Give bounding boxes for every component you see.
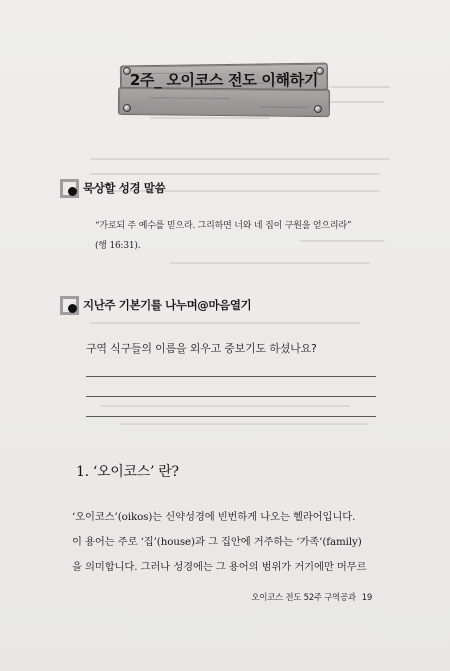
footer-book-title: 오이코스 전도 52주 구역공과	[251, 593, 356, 603]
section-label: 지난주 기본기를 나누며@마음열기	[83, 298, 252, 312]
answer-line	[86, 376, 376, 377]
body-text-line: ‘오이코스’(oikos)는 신약성경에 빈번하게 나오는 헬라어입니다.	[72, 511, 356, 523]
page-number: 19	[361, 593, 372, 603]
show-through-text	[170, 262, 370, 264]
show-through-text	[90, 158, 390, 160]
body-text-line: 이 용어는 주로 ‘집’(house)과 그 집안에 거주하는 ‘가족’(family)	[72, 536, 362, 548]
show-through-text	[120, 423, 370, 425]
body-text-line: 을 의미합니다. 그러나 성경에는 그 용어의 범위가 거기에만 머무르	[72, 561, 367, 573]
chapter-heading: 1. ‘오이코스’ 란?	[76, 464, 179, 480]
banner-plank-bottom	[118, 87, 330, 117]
bullet-box	[60, 179, 79, 198]
scripture-verse	[95, 216, 385, 256]
answer-line	[86, 416, 376, 417]
wood-grain	[149, 97, 229, 99]
show-through-text	[90, 173, 380, 175]
page-title: 2주_ 오이코스 전도 이해하기	[129, 71, 319, 89]
page-footer	[251, 591, 372, 603]
show-through-text	[90, 322, 360, 324]
answer-line	[86, 396, 376, 397]
wood-grain	[259, 106, 309, 108]
bullet-dot-icon	[68, 187, 77, 196]
bullet-box	[60, 296, 79, 315]
header-banner	[118, 58, 330, 120]
verse-reference: (행 16:31).	[95, 241, 141, 251]
nail-icon	[123, 104, 131, 112]
sharing-question: 구역 식구들의 이름을 외우고 중보기도 하셨나요?	[86, 342, 317, 355]
body-paragraph	[72, 505, 387, 580]
bullet-dot-icon	[68, 304, 77, 313]
nail-icon	[314, 105, 322, 113]
verse-line: “가로되 주 예수를 믿으라. 그리하면 너와 네 집이 구원을 얻으리라”	[95, 221, 352, 231]
show-through-text	[330, 86, 390, 88]
show-through-text	[100, 405, 350, 407]
section-label: 묵상할 성경 말씀	[83, 181, 166, 195]
